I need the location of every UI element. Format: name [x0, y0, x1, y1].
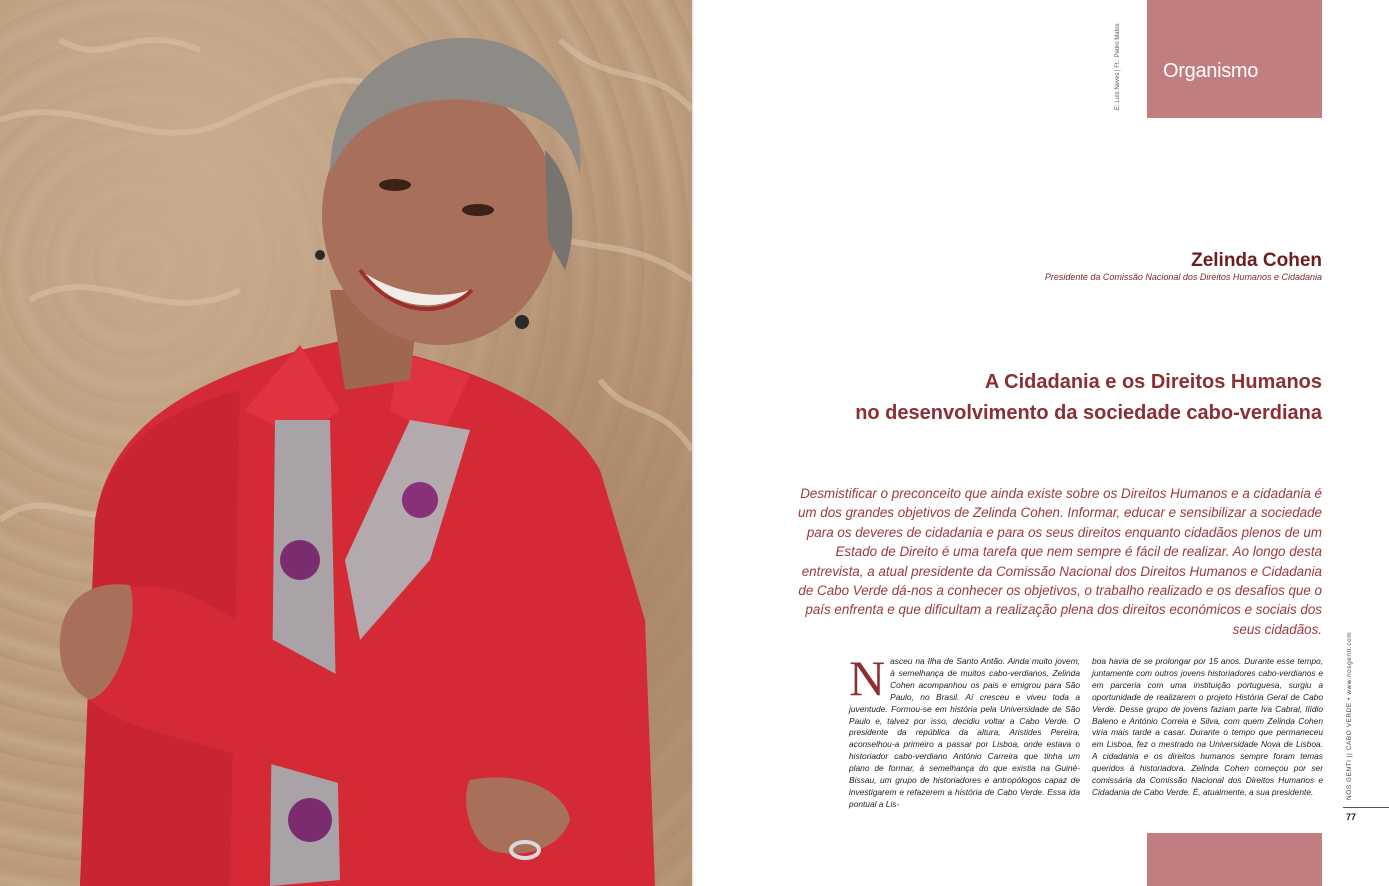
- headline-line-1: A Cidadania e os Direitos Humanos: [984, 371, 1322, 393]
- drop-cap: N: [849, 650, 886, 706]
- body-column-2: boa havia de se prolongar por 15 anos. Durante esse tempo, juntamente com outros jovens historiadores cabo-verdianos e em parceria com uma instituição portuguesa, surgiu a oportunidade de realizarem o projeto História Geral de Cabo Verde. Desse grupo de jovens faziam parte Iva Cabral, Ilídio Baleno e António Correia e Silva, com quem Zelinda Cohen viria mais tarde a casar. Durante o tempo que permaneceu em Lisboa, fez o mestrado na Universidade Nova de Lisboa. A cidadania e os direitos humanos sempre foram temas queridos à historiadora. Zelinda Cohen começou por ser comissária da Comissão Nacional dos Direitos Humanos e Cidadania de Cabo Verde. É, atualmente, a sua presidente.: [1092, 656, 1323, 797]
- portrait-illustration: [0, 0, 692, 886]
- page-number: 77: [1346, 812, 1357, 822]
- section-tab: [1147, 0, 1322, 118]
- body-column-1: [849, 650, 1080, 816]
- section-tab-label: Organismo: [1163, 60, 1259, 82]
- interviewee-role: Presidente da Comissão Nacional dos Direitos Humanos e Cidadania: [1044, 272, 1322, 282]
- photo-credit: E: Luís Neves | Ft.: Pedro Matos: [1115, 23, 1121, 110]
- portrait-photo: [0, 0, 692, 886]
- article-headline: [855, 367, 1322, 429]
- article-body: [849, 650, 1323, 816]
- headline-line-2: no desenvolvimento da sociedade cabo-verdiana: [855, 402, 1322, 424]
- page-number-rule: [1343, 807, 1389, 808]
- magazine-side-text: NÓS GENTI || CABO VERDE • www.nosgenti.com: [1346, 631, 1353, 800]
- lead-paragraph: Desmistificar o preconceito que ainda existe sobre os Direitos Humanos e a cidadania é um dos grandes objetivos de Zelinda Cohen. Informar, educar e sensibilizar a sociedade para os deveres de cidadania e para os seus direitos enquanto cidadãos plenos de um Estado de Direito é uma tarefa que nem sempre é fácil de realizar. Ao longo desta entrevista, a atual presidente da Comissão Nacional dos Direitos Humanos e Cidadania de Cabo Verde dá-nos a conhecer os objetivos, o trabalho realizado e os desafios que o país enfrenta e que dificultam a realização plena dos direitos económicos e sociais dos seus cidadãos.: [797, 486, 1322, 637]
- bottom-accent-block: [1147, 833, 1322, 886]
- page-gutter: [692, 0, 694, 886]
- interviewee-name: Zelinda Cohen: [1191, 250, 1322, 271]
- body-column-1-text: asceu na Ilha de Santo Antão. Ainda muito jovem, à semelhança de muitos cabo-verdianos, Zelinda Cohen acompanhou os pais e emigrou para São Paulo, no Brasil. Aí cresceu e viveu toda a juventude. Formou-se em história pela Universidade de São Paulo e, talvez por isso, decidiu voltar a Cabo Verde. O presidente da república da altura, Aristides Pereira, aconselhou-a primeiro a passar por Lisboa, onde estava o historiador cabo-verdiano António Carreira que tinha um plano de formar, à semelhança do que existia na Guiné-Bissau, um grupo de historiadores e antropólogos capaz de investigarem e refazerem a história de Cabo Verde. Essa ida pontual a Lis-: [849, 656, 1080, 809]
